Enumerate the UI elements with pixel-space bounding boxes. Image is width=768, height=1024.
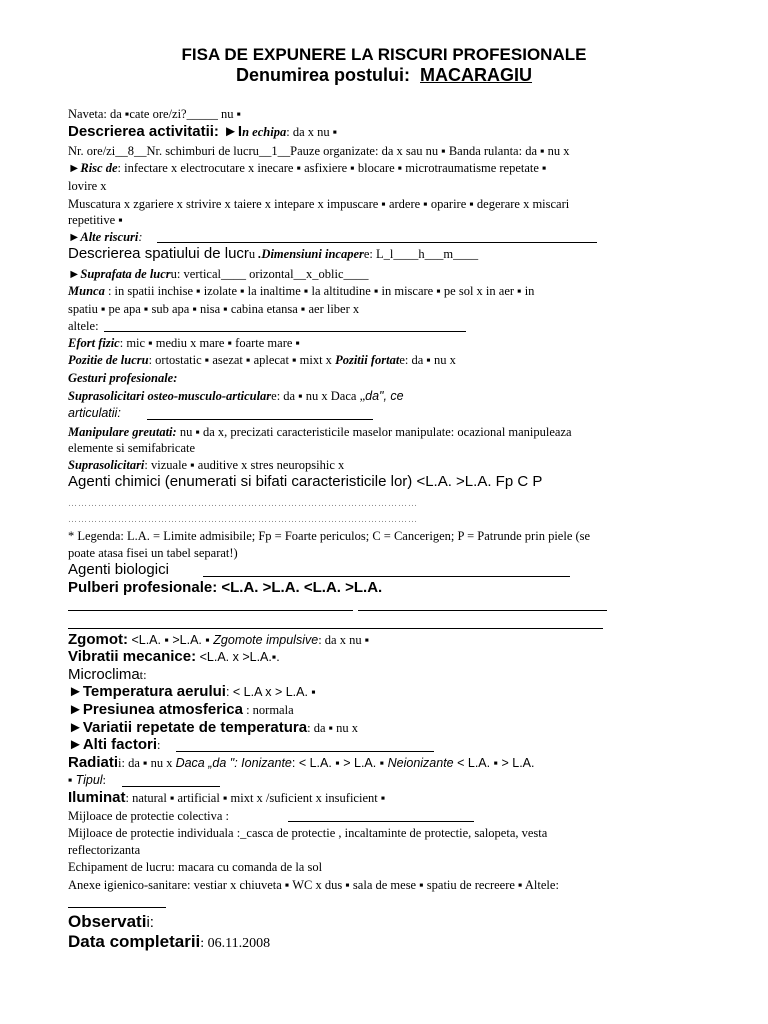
mijloace-colectiva-line: Mijloace de protectie colectiva : xyxy=(68,809,230,823)
agenti-chimici-line: Agenti chimici (enumerati si bifati caracteristicile lor) <L.A. >L.A. Fp C P xyxy=(68,473,543,490)
agenti-biologici-line: Agenti biologici xyxy=(68,561,169,578)
anexe-line: Anexe igienico-sanitare: vestiar x chiuveta ▪ WC x dus ▪ sala de mese ▪ spatiu de recreere ▪ Altele: xyxy=(68,878,559,892)
radiatii-line: Radiatii: da ▪ nu x Daca „da ": Ionizante: < L.A. ▪ > L.A. ▪ Neionizante < L.A. ▪ > L.A. xyxy=(68,754,535,771)
supra-osteo-line: Suprasolicitari osteo-musculo-articulare: da ▪ nu x Daca „da", ce xyxy=(68,389,404,403)
spatiu-apa-line: spatiu ▪ pe apa ▪ sub apa ▪ nisa ▪ cabina etansa ▪ aer liber x xyxy=(68,302,360,316)
post-label: Denumirea postului: xyxy=(235,65,410,85)
nr-ore-line: Nr. ore/zi__8__Nr. schimburi de lucru__1__Pauze organizate: da x sau nu ▪ Banda rulanta: da ▪ nu x xyxy=(68,144,570,158)
alte-riscuri-blank xyxy=(157,242,597,243)
agenti-biologici-blank xyxy=(203,576,570,577)
descrierea-activitatii: Descrierea activitatii: ►In echipa: da x nu ▪ xyxy=(68,123,338,140)
articulatii-line: articulatii: xyxy=(68,406,121,420)
repetitive-line: repetitive ▪ xyxy=(68,213,123,227)
munca-line: Munca : in spatii inchise ▪ izolate ▪ la inaltime ▪ la altitudine ▪ in miscare ▪ pe sol x in aer ▪ in xyxy=(68,284,535,298)
tipul-line: ▪ Tipul: xyxy=(68,773,107,787)
articulatii-blank xyxy=(147,419,373,420)
zgomot-line: Zgomot: <L.A. ▪ >L.A. ▪ Zgomote impulsive: da x nu ▪ xyxy=(68,631,370,648)
spatiu-line: Descrierea spatiului de lucru .Dimensiuni incapere: L_l____h___m____ xyxy=(68,245,479,262)
risc-line: ►Risc de: infectare x electrocutare x inecare ▪ asfixiere ▪ blocare ▪ microtraumatisme repetate ▪ xyxy=(68,161,547,175)
mijloace-individuala-line-1: Mijloace de protectie individuala :_casca de protectie , incaltaminte de protectie, salopeta, vesta xyxy=(68,826,548,840)
echipament-line: Echipament de lucru: macara cu comanda de la sol xyxy=(68,860,323,874)
suprafata-line: ►Suprafata de lucru: vertical____ orizontal__x_oblic____ xyxy=(68,267,369,281)
dotted-line-1: …………………………………………………………………………………………… xyxy=(68,498,418,508)
pulberi-blank-1 xyxy=(68,610,353,611)
elemente-line: elemente si semifabricate xyxy=(68,441,196,455)
lovire-line: lovire x xyxy=(68,179,107,193)
post-value: MACARAGIU xyxy=(420,65,533,85)
vibratii-line: Vibratii mecanice: <L.A. x >L.A.▪. xyxy=(68,648,280,665)
data-label: Data completarii xyxy=(68,932,201,951)
legenda-line-2: poate atasa fisei un tabel separat!) xyxy=(68,546,238,560)
legenda-line-1: * Legenda: L.A. = Limite admisibile; Fp = Foarte periculos; C = Cancerigen; P = Patrunde prin piele (se xyxy=(68,529,591,543)
anexe-blank xyxy=(68,907,166,908)
data-completarii-line xyxy=(68,932,270,954)
pozitie-line: Pozitie de lucru: ortostatic ▪ asezat ▪ aplecat ▪ mixt x Pozitii fortate: da ▪ nu x xyxy=(68,353,456,367)
observatii-line: Observatii: xyxy=(68,912,154,931)
tipul-blank xyxy=(122,786,220,787)
alti-factori-line: ►Alti factori: xyxy=(68,736,161,753)
iluminat-line: Iluminat: natural ▪ artificial ▪ mixt x /suficient x insuficient ▪ xyxy=(68,789,386,806)
naveta-line: Naveta: da ▪cate ore/zi?_____ nu ▪ xyxy=(68,107,242,121)
suprasolicitari-line: Suprasolicitari: vizuale ▪ auditive x stres neuropsihic x xyxy=(68,458,345,472)
alte-riscuri-line: ►Alte riscuri: xyxy=(68,230,143,244)
pulberi-blank-3 xyxy=(68,628,603,629)
mijloace-colectiva-blank xyxy=(288,821,474,822)
microclimat-line: Microclimat: xyxy=(68,666,147,683)
altele-blank xyxy=(104,331,466,332)
mijloace-individuala-line-2: reflectorizanta xyxy=(68,843,141,857)
post-title xyxy=(0,65,768,86)
variatii-line: ►Variatii repetate de temperatura: da ▪ nu x xyxy=(68,719,359,736)
document-title: FISA DE EXPUNERE LA RISCURI PROFESIONALE xyxy=(181,45,587,64)
gesturi-line: Gesturi profesionale: xyxy=(68,371,178,385)
efort-line: Efort fizic: mic ▪ mediu x mare ▪ foarte mare ▪ xyxy=(68,336,300,350)
manipulare-line: Manipulare greutati: nu ▪ da x, precizati caracteristicile maselor manipulate: ocazional manipuleaza xyxy=(68,425,572,439)
altele-line: altele: xyxy=(68,319,99,333)
muscatura-line: Muscatura x zgariere x strivire x taiere x intepare x impuscare ▪ ardere ▪ oparire ▪ degerare x miscari xyxy=(68,197,570,211)
pulberi-blank-2 xyxy=(358,610,607,611)
presiunea-line: ►Presiunea atmosferica : normala xyxy=(68,701,294,718)
pulberi-line: Pulberi profesionale: <L.A. >L.A. <L.A. >L.A. xyxy=(68,579,383,596)
data-value: : 06.11.2008 xyxy=(200,936,271,951)
temperatura-line: ►Temperatura aerului: < L.A x > L.A. ▪ xyxy=(68,683,316,700)
alti-factori-blank xyxy=(176,751,434,752)
dotted-line-2: …………………………………………………………………………………………… xyxy=(68,514,418,524)
desc-label: Descrierea activitatii: xyxy=(68,123,219,140)
